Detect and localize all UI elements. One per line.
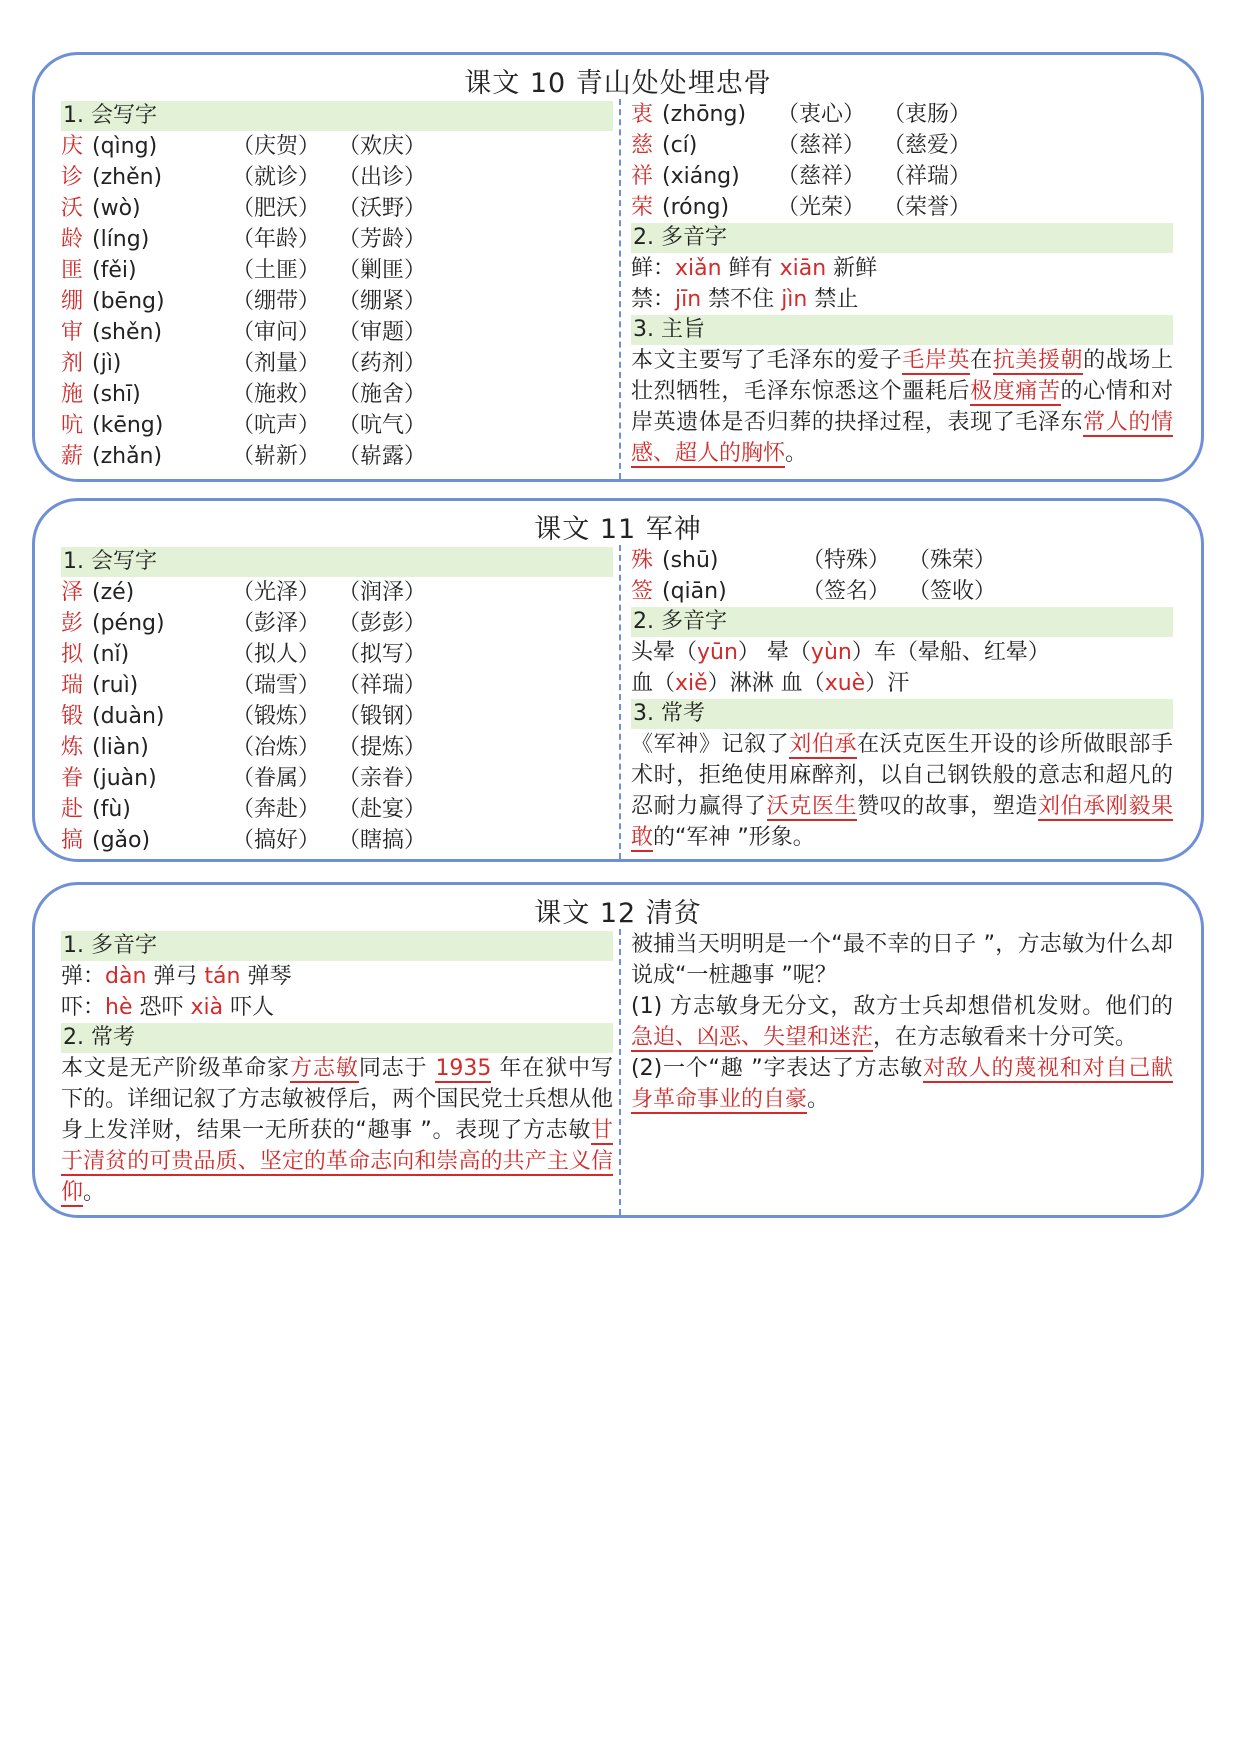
word: （慈祥）: [777, 164, 866, 189]
pinyin: (zhǎn): [92, 444, 163, 469]
section-header: 1. 会写字: [61, 547, 613, 577]
text: ，在方志敏看来十分可笑。: [873, 1025, 1138, 1050]
section-header: 3. 常考: [631, 699, 1173, 729]
word: （搞好）: [232, 828, 321, 853]
text: 在沃克医生开设的诊所做眼部手术时，拒绝使用麻醉剂，以自己钢铁般的意志和超凡的忍耐力赢得了: [631, 732, 1173, 819]
char: 泽: [61, 580, 84, 605]
pinyin: (shěn): [92, 320, 163, 345]
char-row: [61, 348, 613, 379]
key-phrase: 刘伯承: [789, 732, 858, 757]
text: ）车（晕船、红晕）: [851, 640, 1050, 665]
char-row: [61, 577, 613, 608]
pinyin: (liàn): [92, 735, 149, 760]
word: （庆贺）: [232, 134, 321, 159]
text: 血（: [631, 671, 676, 696]
section-header: 3. 主旨: [631, 315, 1173, 345]
key-phrase: 毛岸英: [902, 348, 971, 373]
word: （提炼）: [338, 735, 427, 760]
key-phrase: 急迫、凶恶、失望和迷茫: [631, 1025, 874, 1050]
char-row: [61, 608, 613, 639]
pinyin: (juàn): [92, 766, 157, 791]
char-row: [61, 131, 613, 162]
key-phrase: 对敌人的蔑视和对自己献身革命事业的自豪: [631, 1056, 1173, 1112]
right-column: [631, 99, 1173, 469]
char: 慈: [631, 133, 654, 158]
word: （绷紧）: [338, 289, 427, 314]
char: 殊: [631, 548, 654, 573]
word: 恐吓: [132, 995, 191, 1020]
char-row: [61, 825, 613, 856]
text: 本文主要写了毛泽东的爱子: [631, 348, 903, 373]
pinyin: (ruì): [92, 673, 139, 698]
answer-paragraph-1: [631, 991, 1173, 1053]
pinyin: jīn: [675, 287, 702, 312]
word: （锻钢）: [338, 704, 427, 729]
word: （瑞雪）: [232, 673, 321, 698]
text: 《军神》记叙了: [631, 732, 790, 757]
pinyin: yùn: [810, 640, 852, 665]
pinyin: xiě: [675, 671, 708, 696]
char: 吭: [61, 413, 84, 438]
text: 的“军神 ”形象。: [653, 825, 815, 850]
char-row: [61, 255, 613, 286]
char-row: [61, 639, 613, 670]
column-divider: [619, 99, 621, 479]
char: 庆: [61, 134, 84, 159]
char: 赴: [61, 797, 84, 822]
word: （欢庆）: [338, 134, 427, 159]
word: （冶炼）: [232, 735, 321, 760]
word: （肥沃）: [232, 196, 321, 221]
pinyin: (qìng): [92, 134, 158, 159]
lesson-title: 课文 10 青山处处埋忠骨: [464, 68, 772, 99]
char: 绷: [61, 289, 84, 314]
word: （审问）: [232, 320, 321, 345]
polyphone-row: [61, 992, 613, 1023]
polyphone-list: [61, 961, 613, 1023]
pinyin: (duàn): [92, 704, 165, 729]
char: 签: [631, 579, 654, 604]
char-row: [61, 763, 613, 794]
pinyin: (bēng): [92, 289, 165, 314]
section-header: 2. 多音字: [631, 607, 1173, 637]
section-header: 1. 多音字: [61, 931, 613, 961]
pinyin: (wò): [92, 196, 141, 221]
word: 禁止: [807, 287, 859, 312]
text: (2)一个“趣 ”字表达了方志敏: [631, 1056, 924, 1081]
text: 。: [807, 1087, 830, 1112]
polyphone-row: [631, 284, 1173, 315]
word: （彭泽）: [232, 611, 321, 636]
char-row: [61, 317, 613, 348]
char: 施: [61, 382, 84, 407]
word: （锻炼）: [232, 704, 321, 729]
pinyin: (qiān): [662, 579, 727, 604]
text: ） 晕（: [737, 640, 811, 665]
polyphone-char: 禁：: [631, 287, 676, 312]
polyphone-list: [631, 253, 1173, 315]
word: （拟写）: [338, 642, 427, 667]
pinyin: (líng): [92, 227, 150, 252]
char-row: [631, 576, 1173, 607]
word: （吭气）: [338, 413, 427, 438]
pinyin: (shī): [92, 382, 141, 407]
char-row: [61, 794, 613, 825]
word: （祥瑞）: [883, 164, 972, 189]
char: 锻: [61, 704, 84, 729]
key-phrase: 常人的情感、超人的胸怀: [631, 410, 1173, 466]
word: （光泽）: [232, 580, 321, 605]
key-phrase: 抗美援朝: [992, 348, 1084, 373]
pinyin: (zhōng): [662, 102, 747, 127]
char-row: [61, 441, 613, 472]
pinyin: (péng): [92, 611, 165, 636]
char-row: [61, 224, 613, 255]
polyphone-char: 吓：: [61, 995, 106, 1020]
word: （吭声）: [232, 413, 321, 438]
word: （签名）: [802, 579, 891, 604]
word: （衷心）: [777, 102, 866, 127]
char-list: [61, 577, 613, 856]
char: 沃: [61, 196, 84, 221]
pinyin: (fù): [92, 797, 131, 822]
word: （崭新）: [232, 444, 321, 469]
char: 彭: [61, 611, 84, 636]
word: （光荣）: [777, 195, 866, 220]
char: 炼: [61, 735, 84, 760]
word: （祥瑞）: [338, 673, 427, 698]
char-row: [61, 379, 613, 410]
text: (1) 方志敏身无分文，敌方士兵却想借机发财。他们的: [631, 994, 1173, 1019]
pinyin: jìn: [781, 287, 808, 312]
char: 匪: [61, 258, 84, 283]
word: （施救）: [232, 382, 321, 407]
lesson-10-card: [32, 52, 1204, 482]
question-paragraph: 被捕当天明明是一个“最不幸的日子 ”，方志敏为什么却说成“一桩趣事 ”呢？: [631, 932, 1173, 988]
section-header: 2. 常考: [61, 1023, 613, 1053]
word: （崭露）: [338, 444, 427, 469]
pinyin: xià: [190, 995, 224, 1020]
column-divider: [619, 545, 621, 859]
polyphone-row: [61, 961, 613, 992]
word: 鲜有: [721, 256, 780, 281]
char-list: [631, 99, 1173, 223]
pinyin: (jì): [92, 351, 122, 376]
text: 。: [83, 1180, 106, 1205]
theme-paragraph: [61, 1053, 613, 1208]
word: （眷属）: [232, 766, 321, 791]
lesson-title: 课文 11 军神: [534, 514, 702, 545]
char: 眷: [61, 766, 84, 791]
text: 年在狱中写下的。详细记叙了方志敏被俘后，两个国民党士兵想从他身上发洋财，结果一无所获的“趣事 ”。表现了方志敏: [61, 1056, 613, 1143]
word: （荣誉）: [883, 195, 972, 220]
right-column: [631, 545, 1173, 853]
polyphone-row: [631, 253, 1173, 284]
char: 剂: [61, 351, 84, 376]
pinyin: (kēng): [92, 413, 164, 438]
pinyin: xiǎn: [675, 256, 722, 281]
word: （润泽）: [338, 580, 427, 605]
text: 头晕（: [631, 640, 698, 665]
text: ）淋淋 血（: [707, 671, 825, 696]
pinyin: tán: [204, 964, 241, 989]
word: （衷肠）: [883, 102, 972, 127]
pinyin: (shū): [662, 548, 719, 573]
word: （赴宴）: [338, 797, 427, 822]
char-row: [61, 670, 613, 701]
pinyin: (xiáng): [662, 164, 740, 189]
word: 吓人: [223, 995, 275, 1020]
word: 禁不住: [701, 287, 782, 312]
pinyin: xiān: [779, 256, 827, 281]
word: （绷带）: [232, 289, 321, 314]
word: （沃野）: [338, 196, 427, 221]
pinyin: hè: [105, 995, 133, 1020]
word: （就诊）: [232, 165, 321, 190]
word: （年龄）: [232, 227, 321, 252]
word: （彭彭）: [338, 611, 427, 636]
char: 衷: [631, 102, 654, 127]
text: 的战场上壮烈牺牲，毛泽东惊悉这个噩耗后: [631, 348, 1173, 404]
char: 龄: [61, 227, 84, 252]
word: （出诊）: [338, 165, 427, 190]
char-row: [61, 410, 613, 441]
polyphone-char: 弹：: [61, 964, 106, 989]
word: （亲眷）: [338, 766, 427, 791]
word: （签收）: [908, 579, 997, 604]
left-column: [61, 931, 613, 1208]
word: （剂量）: [232, 351, 321, 376]
text: 本文是无产阶级革命家: [61, 1056, 291, 1081]
word: （剿匪）: [338, 258, 427, 283]
char: 祥: [631, 164, 654, 189]
word: （施舍）: [338, 382, 427, 407]
pinyin: (zhěn): [92, 165, 163, 190]
answer-paragraph-2: [631, 1053, 1173, 1115]
theme-paragraph: [631, 345, 1173, 469]
pinyin: (cí): [662, 133, 698, 158]
char-row: [61, 162, 613, 193]
text: 同志于: [358, 1056, 436, 1081]
char: 拟: [61, 642, 84, 667]
pinyin: (zé): [92, 580, 135, 605]
char-row: [631, 99, 1173, 130]
char-row: [631, 161, 1173, 192]
key-phrase: 方志敏: [290, 1056, 359, 1081]
word: （殊荣）: [908, 548, 997, 573]
char: 诊: [61, 165, 84, 190]
word: （审题）: [338, 320, 427, 345]
pinyin: (gǎo): [92, 828, 151, 853]
polyphone-row: [631, 668, 1173, 699]
word: （芳龄）: [338, 227, 427, 252]
lesson-title: 课文 12 清贫: [534, 898, 702, 929]
char-row: [631, 192, 1173, 223]
key-phrase: 极度痛苦: [970, 379, 1061, 404]
key-phrase: 刘伯承刚毅果敢: [631, 794, 1173, 850]
char-row: [61, 732, 613, 763]
char: 搞: [61, 828, 84, 853]
pinyin: (nǐ): [92, 642, 130, 667]
char: 荣: [631, 195, 654, 220]
polyphone-list: [631, 637, 1173, 699]
word: 新鲜: [826, 256, 878, 281]
word: （土匪）: [232, 258, 321, 283]
word: （拟人）: [232, 642, 321, 667]
char-row: [61, 193, 613, 224]
word: （奔赴）: [232, 797, 321, 822]
text: 的心情和对岸英遗体是否归葬的抉择过程，表现了毛泽东: [631, 379, 1173, 435]
char-row: [631, 545, 1173, 576]
key-phrase: 甘于清贫的可贵品质、坚定的革命志向和崇高的共产主义信仰: [61, 1118, 613, 1205]
left-column: [61, 547, 613, 856]
word: （慈爱）: [883, 133, 972, 158]
pinyin: (fěi): [92, 258, 137, 283]
theme-paragraph: [631, 729, 1173, 853]
section-header: 1. 会写字: [61, 101, 613, 131]
text: 。: [785, 441, 808, 466]
word: 弹弓: [146, 964, 205, 989]
word: （瞎搞）: [338, 828, 427, 853]
char: 瑞: [61, 673, 84, 698]
char: 薪: [61, 444, 84, 469]
word: （药剂）: [338, 351, 427, 376]
pinyin: dàn: [105, 964, 147, 989]
text: 在: [970, 348, 993, 373]
char: 审: [61, 320, 84, 345]
char-list: [61, 131, 613, 472]
key-phrase: 沃克医生: [766, 794, 858, 819]
pinyin: (róng): [662, 195, 730, 220]
polyphone-row: [631, 637, 1173, 668]
text: 赞叹的故事，塑造: [857, 794, 1038, 819]
char-list: [631, 545, 1173, 607]
lesson-11-card: [32, 498, 1204, 862]
word: （慈祥）: [777, 133, 866, 158]
char-row: [631, 130, 1173, 161]
char-row: [61, 286, 613, 317]
word: （特殊）: [802, 548, 891, 573]
key-phrase: 1935: [435, 1056, 492, 1081]
char-row: [61, 701, 613, 732]
column-divider: [619, 929, 621, 1215]
word: 弹琴: [240, 964, 292, 989]
lesson-12-card: [32, 882, 1204, 1218]
polyphone-char: 鲜：: [631, 256, 676, 281]
right-column: [631, 929, 1173, 1115]
text: ）汗: [865, 671, 910, 696]
pinyin: xuè: [824, 671, 866, 696]
pinyin: yūn: [697, 640, 738, 665]
section-header: 2. 多音字: [631, 223, 1173, 253]
left-column: [61, 101, 613, 472]
